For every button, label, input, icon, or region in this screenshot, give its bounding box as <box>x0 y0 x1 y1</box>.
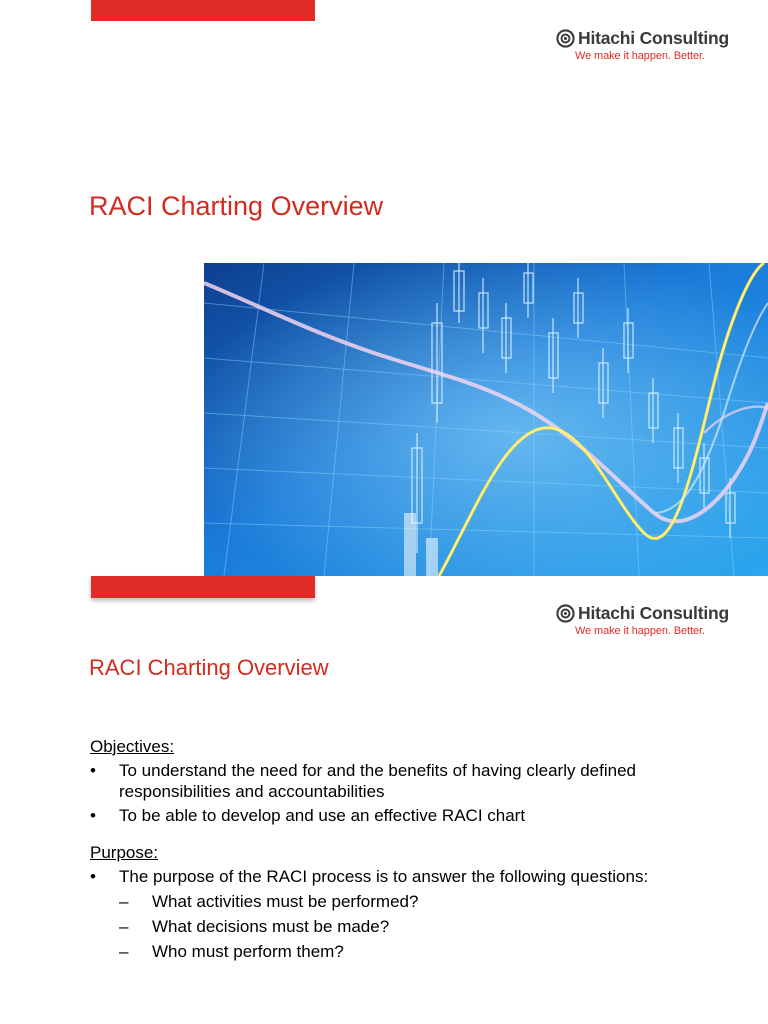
list-item-text: To understand the need for and the benefits of having clearly defined responsibilities and accountabilities <box>119 761 636 801</box>
list-item-text: The purpose of the RACI process is to answer the following questions: <box>119 867 649 886</box>
dash-icon: – <box>119 917 129 936</box>
bullet-icon: • <box>90 867 96 886</box>
list-item-text: To be able to develop and use an effective RACI chart <box>119 806 526 825</box>
objectives-list <box>90 760 750 826</box>
hitachi-logo-icon <box>556 29 575 48</box>
dash-icon: – <box>119 942 129 961</box>
company-logo <box>556 27 746 62</box>
dash-icon: – <box>119 892 129 911</box>
slide-title: RACI Charting Overview <box>89 191 384 221</box>
sub-list-item <box>119 941 750 962</box>
accent-bar <box>91 576 315 598</box>
sub-item-text: Who must perform them? <box>152 942 344 961</box>
purpose-heading: Purpose: <box>90 843 159 862</box>
slide-title: RACI Charting Overview <box>89 655 329 680</box>
overview-slide <box>0 576 768 1024</box>
purpose-questions <box>119 891 750 962</box>
bullet-icon: • <box>90 761 96 780</box>
accent-bar <box>91 0 315 21</box>
sub-item-text: What activities must be performed? <box>152 892 419 911</box>
list-item <box>90 866 750 962</box>
brand-tagline: We make it happen. Better. <box>575 625 705 637</box>
hitachi-logo-icon <box>556 604 575 623</box>
brand-name: Hitachi Consulting <box>578 602 729 623</box>
financial-chart-image <box>204 263 768 576</box>
sub-list-item <box>119 891 750 912</box>
brand-tagline: We make it happen. Better. <box>575 50 705 62</box>
sub-list-item <box>119 916 750 937</box>
bullet-icon: • <box>90 806 96 825</box>
sub-item-text: What decisions must be made? <box>152 917 390 936</box>
purpose-list <box>90 866 750 962</box>
slide-body <box>90 736 750 962</box>
objectives-heading: Objectives: <box>90 737 175 756</box>
brand-name: Hitachi Consulting <box>578 27 729 48</box>
list-item <box>90 760 750 802</box>
list-item <box>90 805 750 826</box>
company-logo <box>556 602 746 637</box>
